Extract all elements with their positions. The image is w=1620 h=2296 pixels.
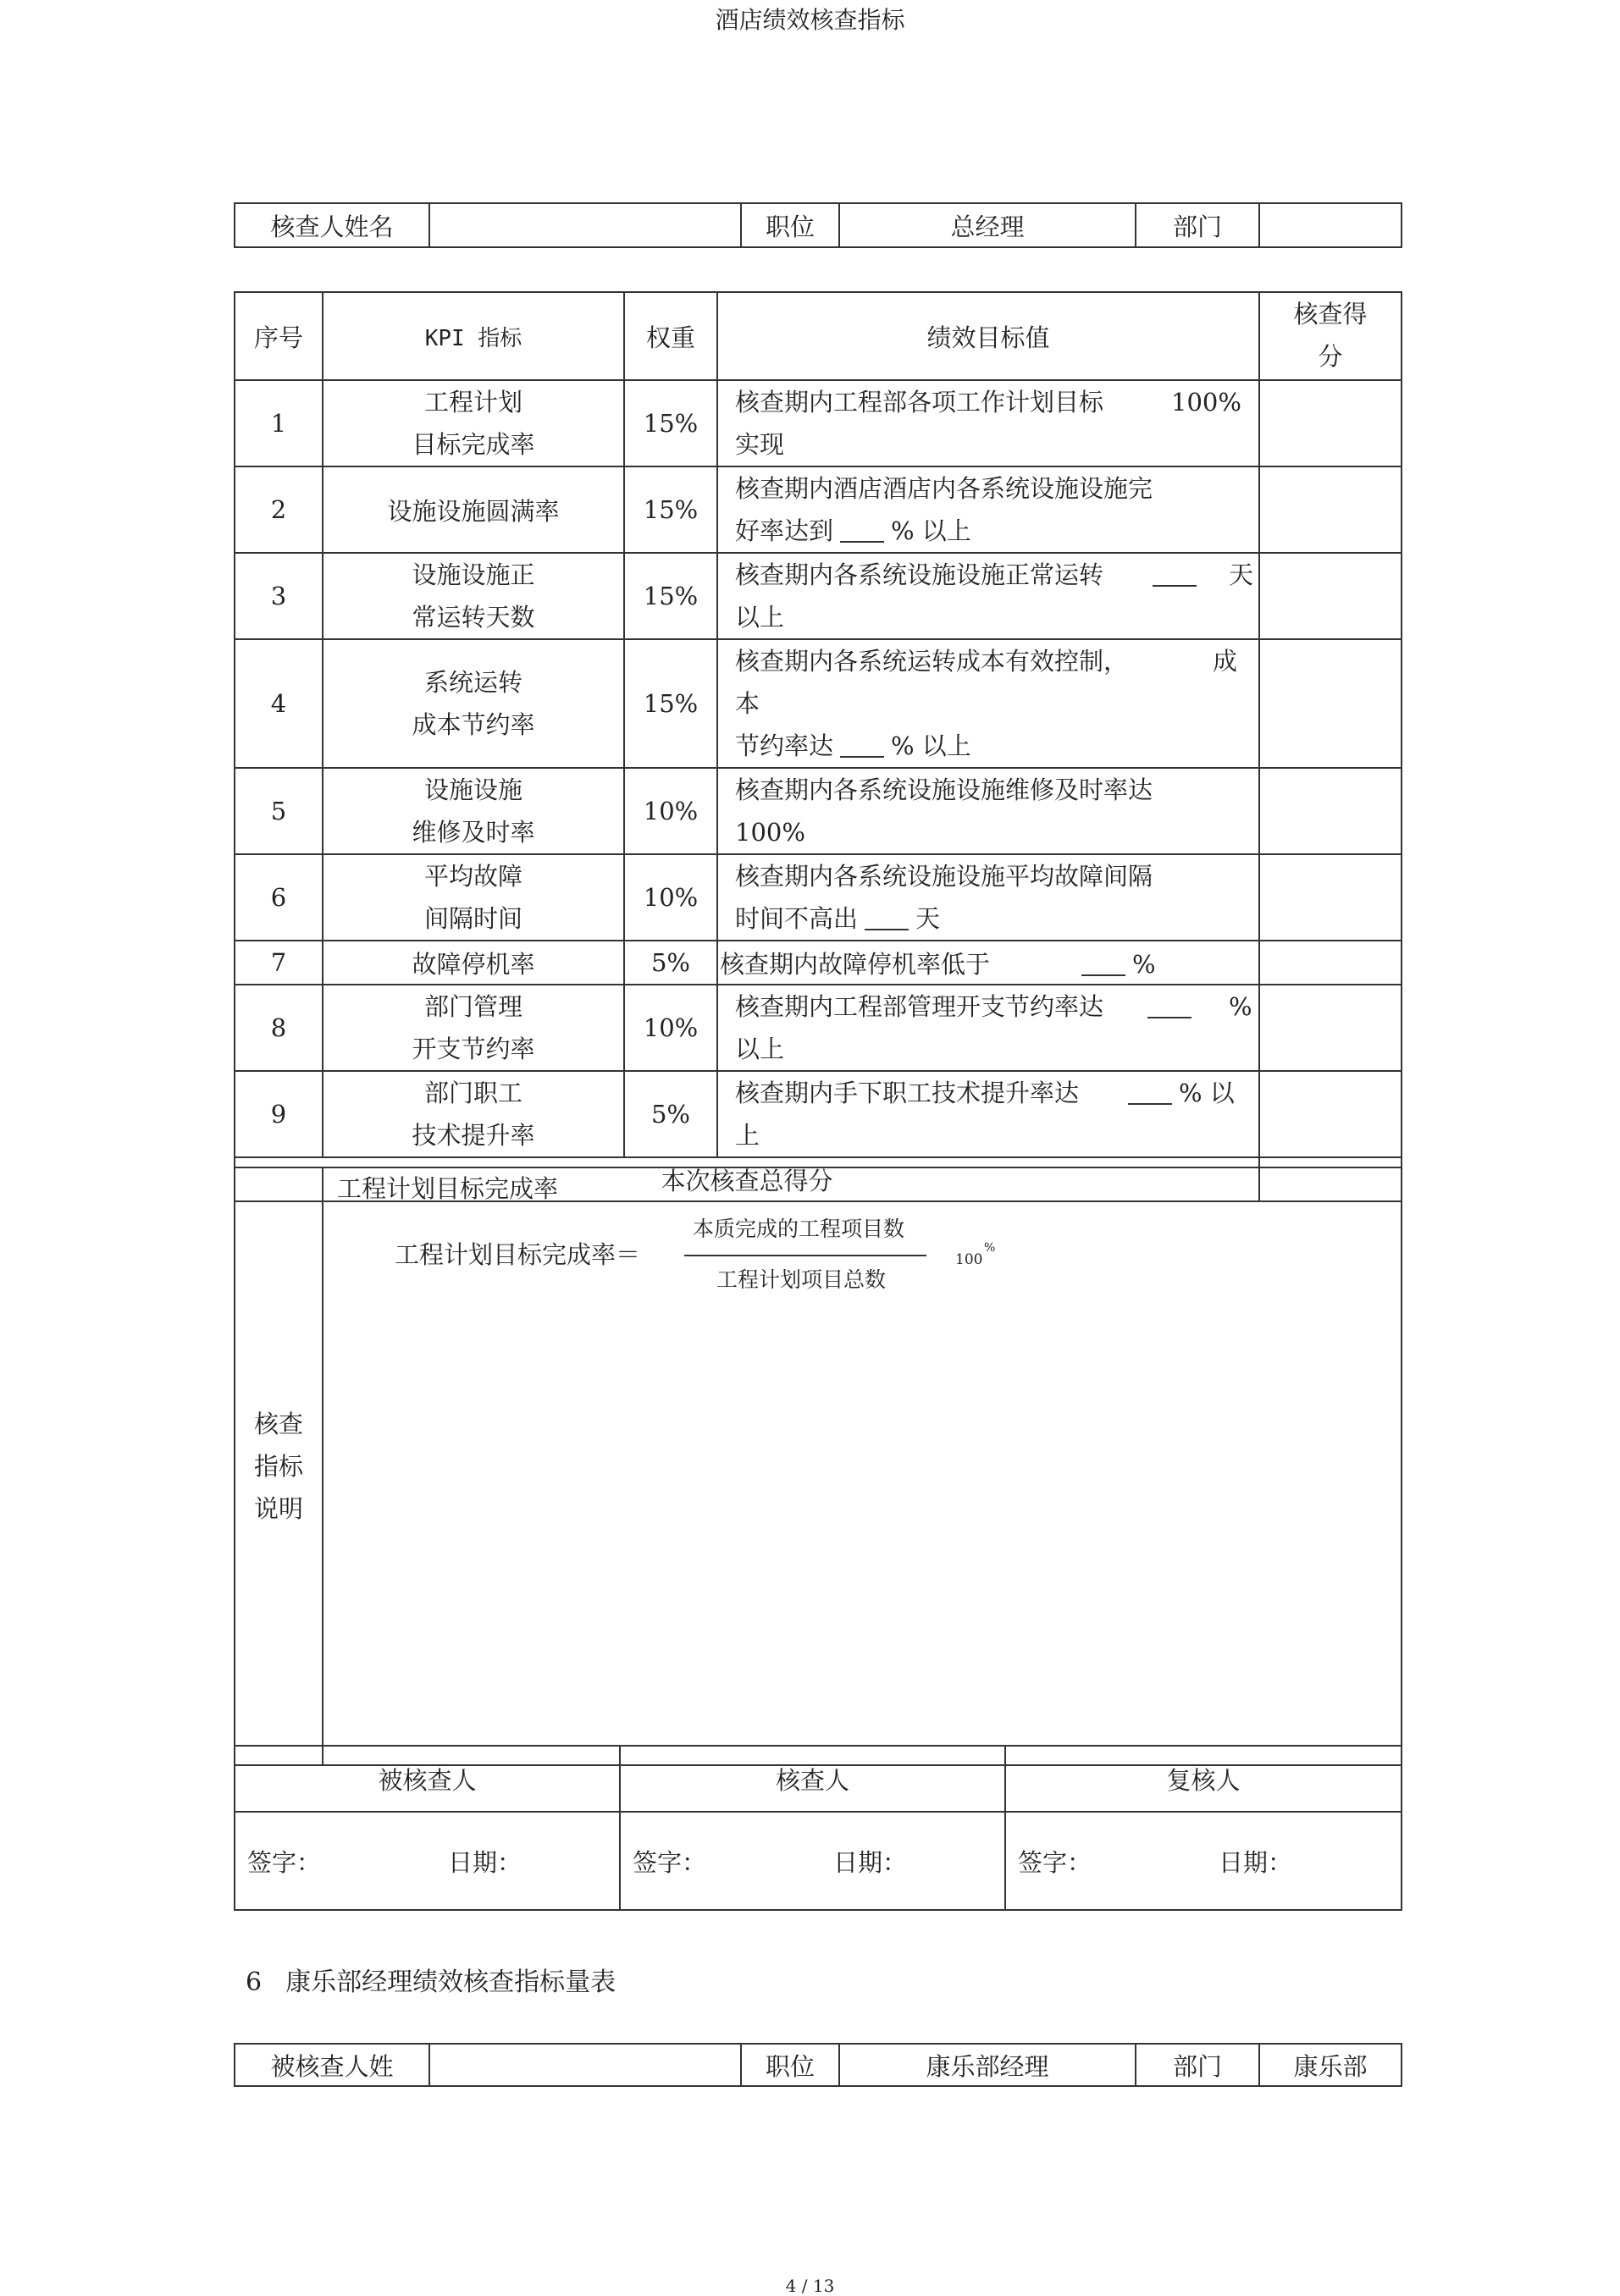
table-row <box>235 1071 1402 1157</box>
position-value: 康乐部经理 <box>839 2044 1136 2086</box>
fill-in-blank[interactable] <box>840 541 884 543</box>
score-field[interactable] <box>1259 639 1402 768</box>
target-text: 核查期内工程部管理开支节约率达 <box>735 992 1104 1021</box>
score-field[interactable] <box>1259 768 1402 854</box>
row-kpi: 系统运转 成本节约率 <box>323 639 624 768</box>
row-target <box>717 768 1259 854</box>
department-value: 康乐部 <box>1259 2044 1402 2086</box>
row-seq: 6 <box>235 854 323 941</box>
target-text: % 以上 <box>891 516 971 545</box>
reviewer-signature-cell[interactable] <box>620 1812 1005 1910</box>
table-row <box>235 985 1402 1071</box>
target-text: 核查期内故障停机率低于 <box>720 949 991 979</box>
row-seq: 1 <box>235 380 323 466</box>
row-seq: 7 <box>235 941 323 985</box>
row-kpi: 工程计划 目标完成率 <box>323 380 624 466</box>
target-text: 核查期内各系统设施设施正常运转 <box>735 560 1104 589</box>
header-kpi: KPI 指标 <box>323 292 624 380</box>
target-text: % 以上 <box>891 731 971 760</box>
target-text: 100% <box>735 818 805 847</box>
target-text: 核查期内各系统设施设施平均故障间隔 <box>735 862 1153 891</box>
table-row <box>235 941 1402 985</box>
target-text: 以上 <box>735 1035 785 1063</box>
row-target <box>717 553 1259 639</box>
rechecker-header: 复核人 <box>1005 1746 1402 1812</box>
signature-label: 签字： <box>247 1847 322 1877</box>
header-target: 绩效目标值 <box>717 292 1259 380</box>
reviewee-info-row <box>234 2043 1402 2087</box>
target-text: 好率达到 <box>735 516 834 545</box>
fill-in-blank[interactable] <box>1128 1103 1172 1105</box>
fill-in-blank[interactable] <box>865 929 909 930</box>
fill-in-blank[interactable] <box>1147 1017 1192 1018</box>
row-weight: 5% <box>624 1071 717 1157</box>
row-target <box>717 466 1259 553</box>
explanation-title: 工程计划目标完成率 <box>337 1174 559 1203</box>
rechecker-signature-cell[interactable] <box>1005 1812 1402 1910</box>
row-weight: 10% <box>624 768 717 854</box>
header-seq: 序号 <box>235 292 323 380</box>
explanation-label: 核查 指标 说明 <box>235 1167 323 1765</box>
score-field[interactable] <box>1259 380 1402 466</box>
row-target <box>717 985 1259 1071</box>
target-text: 上 <box>735 1121 760 1150</box>
row-seq: 8 <box>235 985 323 1071</box>
row-seq: 2 <box>235 466 323 553</box>
reviewer-header: 核查人 <box>620 1746 1005 1812</box>
section-heading <box>246 1961 616 1998</box>
row-kpi: 部门职工 技术提升率 <box>323 1071 624 1157</box>
table-row <box>235 854 1402 941</box>
target-text: 天 <box>915 904 941 933</box>
fill-in-blank[interactable] <box>840 756 884 758</box>
position-label: 职位 <box>741 2044 839 2086</box>
row-kpi: 平均故障 间隔时间 <box>323 854 624 941</box>
signature-label: 签字： <box>633 1847 707 1877</box>
page-number: 4 / 13 <box>785 2276 835 2296</box>
row-kpi: 设施设施正 常运转天数 <box>323 553 624 639</box>
row-target <box>717 639 1259 768</box>
table-row <box>235 639 1402 768</box>
row-seq: 4 <box>235 639 323 768</box>
row-kpi: 部门管理 开支节约率 <box>323 985 624 1071</box>
fraction-bar <box>684 1255 926 1256</box>
formula-multiplier: 100 <box>955 1251 983 1268</box>
reviewer-info-row <box>234 202 1402 248</box>
target-text: 核查期内各系统运转成本有效控制， <box>735 647 1129 676</box>
kpi-table <box>234 291 1402 1202</box>
formula-percent: % <box>984 1241 996 1255</box>
row-kpi: 设施设施圆满率 <box>323 466 624 553</box>
kpi-header-row <box>235 292 1402 380</box>
target-text: % <box>1132 949 1156 979</box>
section-number: 6 <box>246 1968 263 1997</box>
score-field[interactable] <box>1259 466 1402 553</box>
document-title: 酒店绩效核查指标 <box>715 6 905 34</box>
target-text: 天 <box>1229 560 1254 589</box>
row-kpi: 故障停机率 <box>323 941 624 985</box>
row-weight: 15% <box>624 639 717 768</box>
reviewer-name-field[interactable] <box>429 203 741 247</box>
row-weight: 15% <box>624 380 717 466</box>
formula-numerator: 本质完成的工程项目数 <box>693 1217 905 1241</box>
reviewer-name-label: 核查人姓名 <box>235 203 429 247</box>
position-value: 总经理 <box>839 203 1136 247</box>
row-weight: 5% <box>624 941 717 985</box>
score-field[interactable] <box>1259 1071 1402 1157</box>
department-label: 部门 <box>1136 2044 1259 2086</box>
position-label: 职位 <box>741 203 839 247</box>
formula-denominator: 工程计划项目总数 <box>716 1267 887 1292</box>
target-text: 核查期内各系统设施设施维修及时率达 <box>735 775 1153 804</box>
total-score-label: 本次核查总得分 <box>235 1157 1259 1201</box>
target-text: 以上 <box>735 603 785 632</box>
target-text: % 以 <box>1179 1079 1235 1107</box>
score-field[interactable] <box>1259 985 1402 1071</box>
row-weight: 15% <box>624 553 717 639</box>
row-seq: 9 <box>235 1071 323 1157</box>
reviewee-name-label: 被核查人姓 <box>235 2044 429 2086</box>
row-target <box>717 380 1259 466</box>
target-text: 核查期内手下职工技术提升率达 <box>735 1079 1080 1107</box>
target-text: % <box>1229 992 1252 1021</box>
date-label: 日期： <box>1219 1847 1293 1877</box>
reviewee-signature-cell[interactable] <box>235 1812 620 1910</box>
row-weight: 10% <box>624 854 717 941</box>
table-row <box>235 466 1402 553</box>
table-row <box>235 380 1402 466</box>
row-seq: 5 <box>235 768 323 854</box>
department-field[interactable] <box>1259 203 1402 247</box>
section-title: 康乐部经理绩效核查指标量表 <box>285 1968 616 1997</box>
signature-label: 签字： <box>1018 1847 1092 1877</box>
reviewee-header: 被核查人 <box>235 1746 620 1812</box>
row-weight: 15% <box>624 466 717 553</box>
target-text: 时间不高出 <box>735 904 859 933</box>
table-row <box>235 768 1402 854</box>
score-field[interactable] <box>1259 941 1402 985</box>
signature-table <box>234 1745 1402 1911</box>
header-score: 核查得 分 <box>1259 292 1402 380</box>
target-text: 实现 <box>735 430 785 459</box>
header-weight: 权重 <box>624 292 717 380</box>
row-target <box>717 854 1259 941</box>
target-text: 成本 <box>735 647 1238 718</box>
score-field[interactable] <box>1259 553 1402 639</box>
reviewee-name-field[interactable] <box>429 2044 741 2086</box>
fill-in-blank[interactable] <box>1081 974 1125 976</box>
row-weight: 10% <box>624 985 717 1071</box>
row-target <box>717 941 1259 985</box>
row-seq: 3 <box>235 553 323 639</box>
target-text: 核查期内酒店酒店内各系统设施设施完 <box>735 474 1153 503</box>
department-label: 部门 <box>1136 203 1259 247</box>
date-label: 日期： <box>833 1847 908 1877</box>
score-field[interactable] <box>1259 854 1402 941</box>
date-label: 日期： <box>448 1847 522 1877</box>
target-text: 100% <box>1171 388 1241 417</box>
row-kpi: 设施设施 维修及时率 <box>323 768 624 854</box>
formula-lhs: 工程计划目标完成率＝ <box>395 1240 641 1269</box>
fill-in-blank[interactable] <box>1153 585 1197 587</box>
target-text: 核查期内工程部各项工作计划目标 <box>735 388 1104 417</box>
row-target <box>717 1071 1259 1157</box>
target-text: 节约率达 <box>735 731 834 760</box>
table-row <box>235 553 1402 639</box>
